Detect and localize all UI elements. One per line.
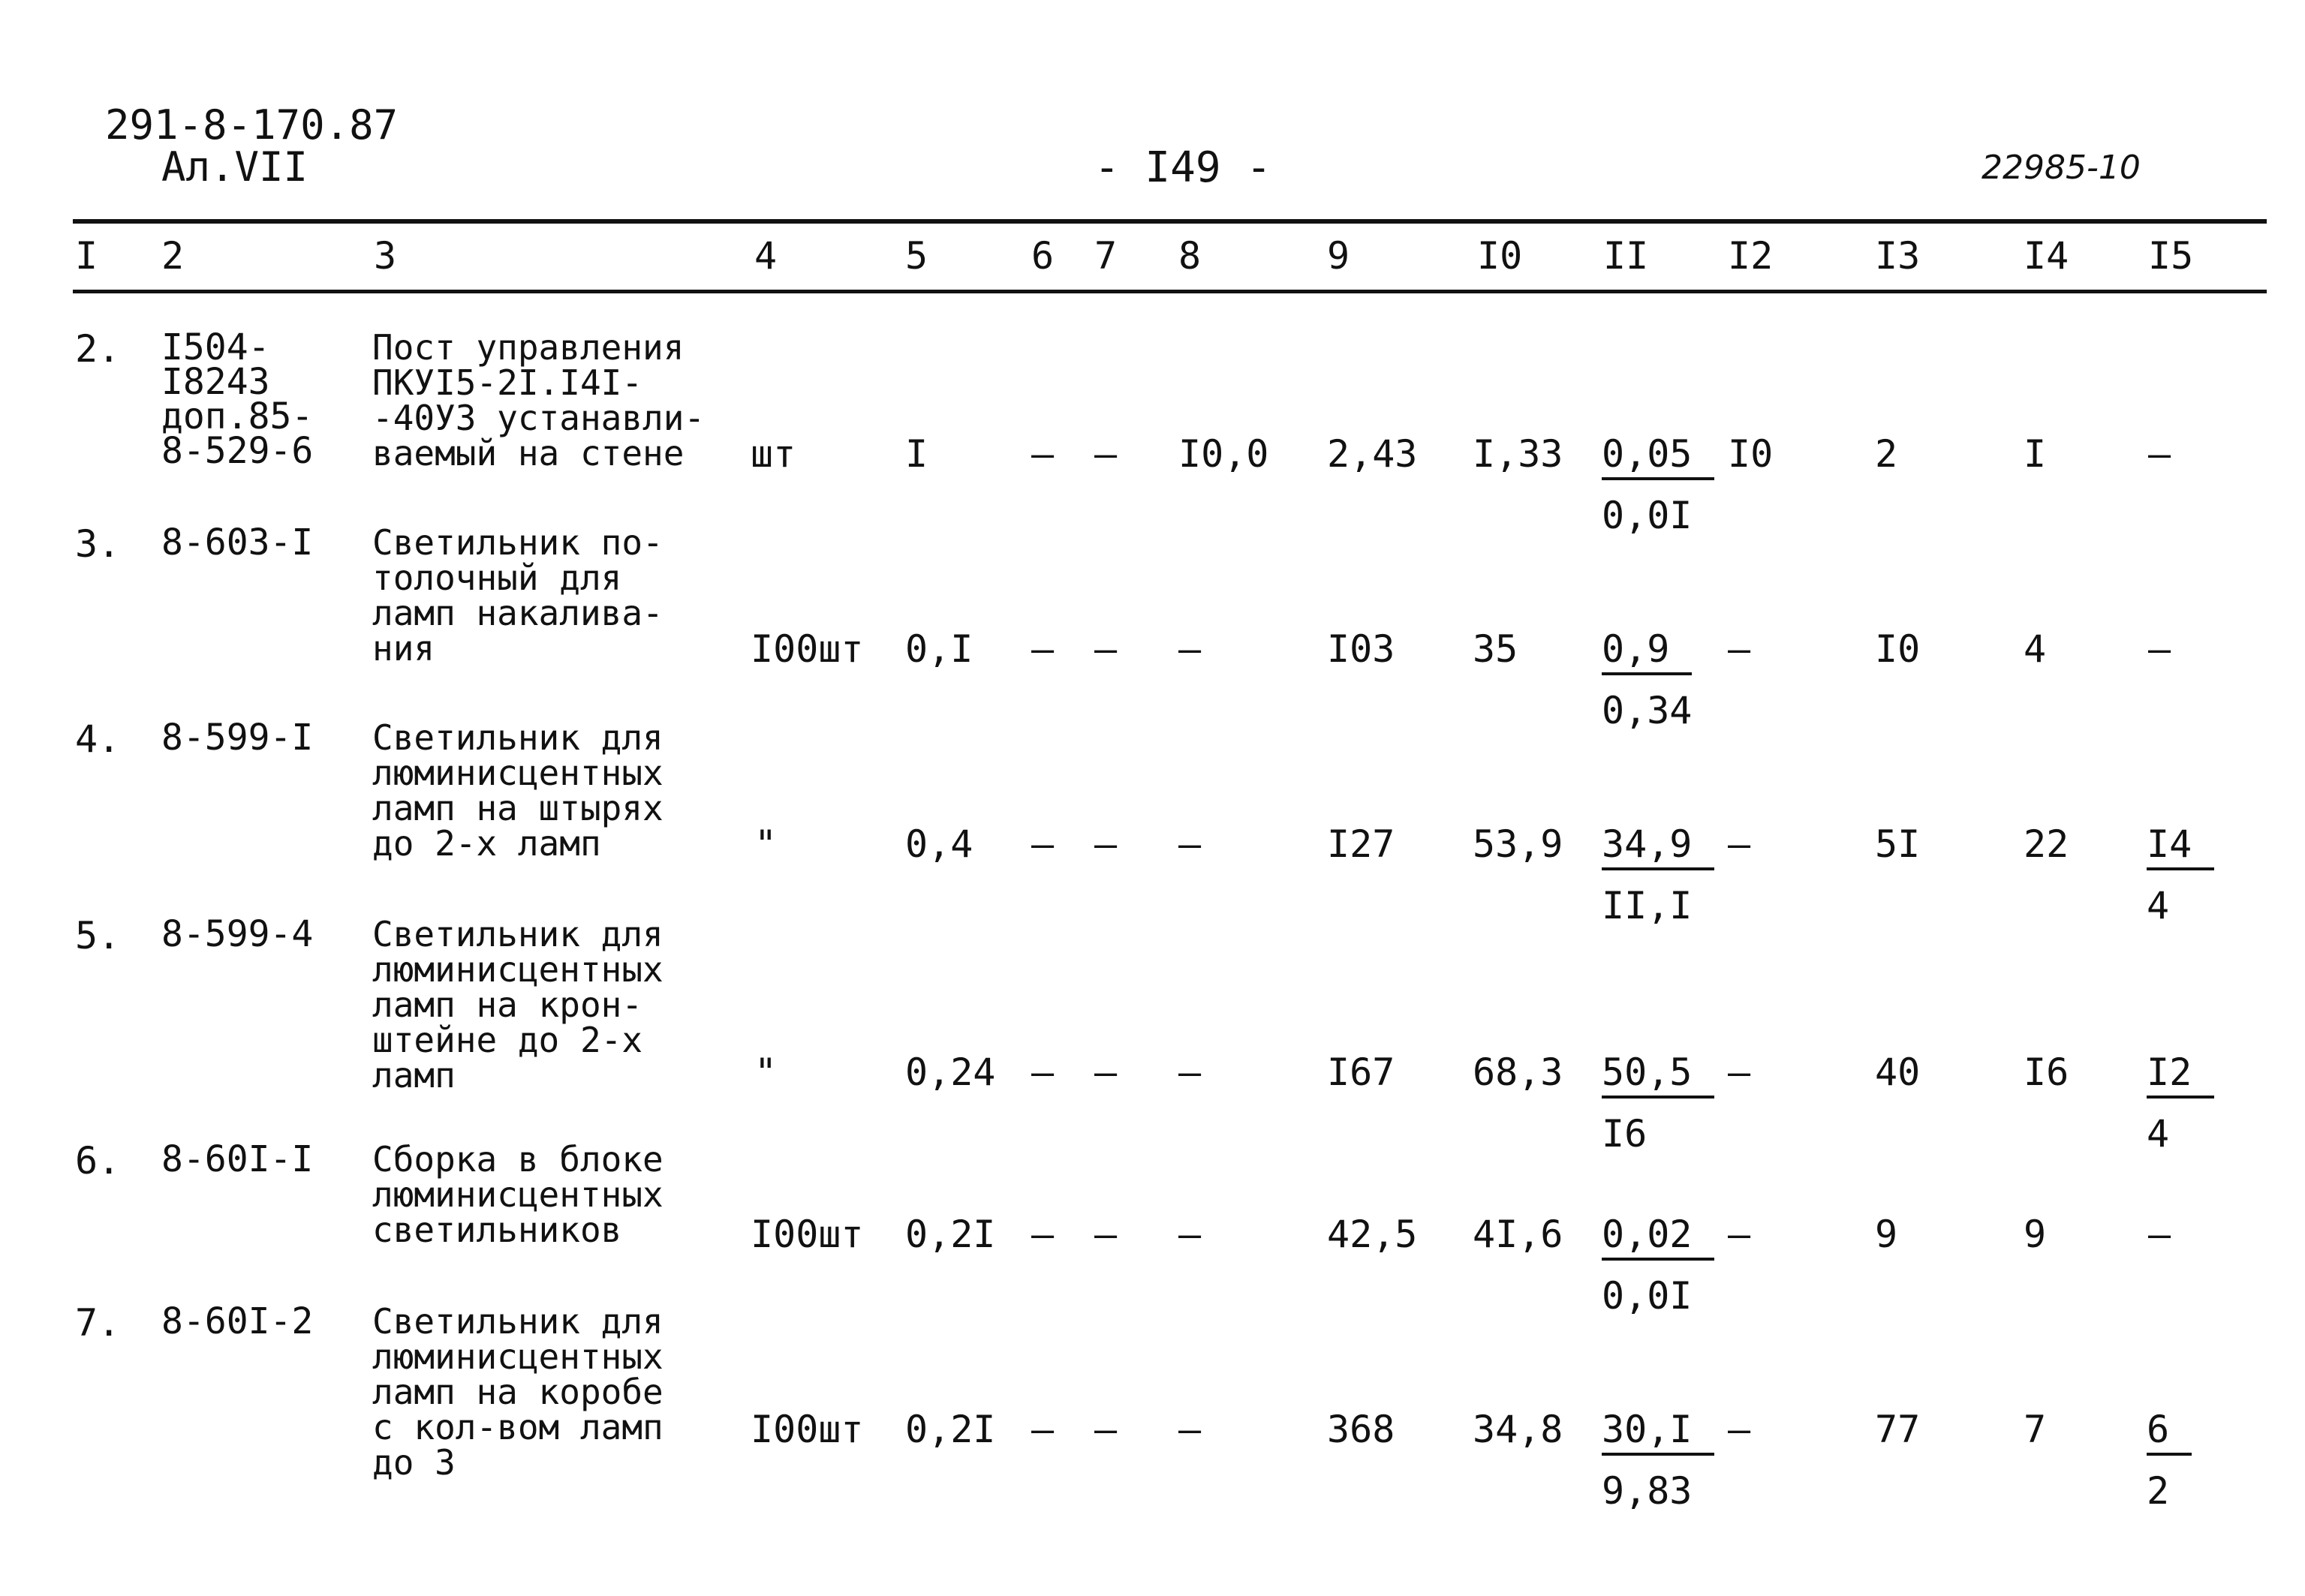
column-header: II [1603,234,1649,278]
work-description: Светильник для люминисцентных ламп на коробе с кол-вом ламп до 3 [372,1301,664,1483]
col10-value: 53,9 [1473,822,1563,866]
col11-fraction [1602,432,1714,537]
column-header: 8 [1178,234,1202,278]
col11-fraction [1602,1213,1714,1318]
work-description: Сборка в блоке люминисцентных светильников [372,1139,664,1250]
column-header: 3 [374,234,397,278]
page-number: - I49 - [1094,143,1272,192]
col12-value: – [1728,1213,1751,1256]
col14-value: 9 [2024,1213,2047,1256]
col7-value: – [1094,1050,1118,1094]
unit: шт [751,432,796,476]
col15-fraction [2147,1050,2214,1156]
col10-value: 34,8 [1473,1408,1563,1451]
document-code: 291-8-170.87 [105,101,399,149]
col14-value: I6 [2024,1050,2069,1094]
fraction-denominator: 2 [2147,1469,2170,1513]
column-header: I0 [1477,234,1523,278]
col6-value: – [1031,822,1055,866]
col13-value: 2 [1875,432,1898,476]
col7-value: – [1094,432,1118,476]
quantity: 0,I [905,627,973,671]
col13-value: 77 [1875,1408,1921,1451]
col14-value: 7 [2024,1408,2047,1451]
rate-code: 8-603-I [161,521,314,564]
col8-value: I0,0 [1178,432,1269,476]
col11-fraction [1602,822,1714,927]
row-number: 2. [75,327,121,371]
col6-value: – [1031,1213,1055,1256]
col13-value: 40 [1875,1050,1921,1094]
fraction-denominator: 4 [2147,884,2170,927]
unit: " [754,1050,778,1094]
quantity: 0,4 [905,822,973,866]
unit: I00шт [751,627,864,671]
col14-value: 4 [2024,627,2047,671]
fraction-denominator: 0,34 [1602,689,1693,732]
col13-value: 5I [1875,822,1921,866]
col7-value: – [1094,822,1118,866]
col9-value: 2,43 [1327,432,1418,476]
album-number: Ал.VII [161,143,308,191]
column-header: I2 [1728,234,1774,278]
table-header-rule [73,290,2267,293]
quantity: 0,24 [905,1050,996,1094]
fraction-numerator: 30,I [1602,1411,1714,1456]
column-header: 4 [754,234,778,278]
col12-value: – [1728,1050,1751,1094]
col15-value: – [2148,432,2171,476]
work-description: Светильник для люминисцентных ламп на крон- штейне до 2-х ламп [372,914,664,1096]
column-header: I [75,234,98,278]
row-number: 3. [75,522,121,566]
work-description: Светильник по- толочный для ламп накалива- ния [372,522,664,669]
col15-fraction [2147,822,2214,927]
fraction-denominator: 0,0I [1602,1274,1693,1318]
col6-value: – [1031,432,1055,476]
quantity: I [905,432,928,476]
row-number: 7. [75,1301,121,1345]
unit: I00шт [751,1213,864,1256]
col9-value: I03 [1327,627,1395,671]
col11-fraction [1602,1408,1714,1513]
column-header: I5 [2148,234,2194,278]
col7-value: – [1094,627,1118,671]
col13-value: I0 [1875,627,1921,671]
col8-value: – [1178,1050,1202,1094]
column-header: 6 [1031,234,1055,278]
unit: I00шт [751,1408,864,1451]
column-header: I4 [2024,234,2069,278]
col12-value: – [1728,822,1751,866]
fraction-denominator: I6 [1602,1112,1648,1156]
col14-value: I [2024,432,2047,476]
col15-fraction [2147,1408,2192,1513]
fraction-numerator: 50,5 [1602,1053,1714,1099]
col8-value: – [1178,822,1202,866]
fraction-numerator: 0,02 [1602,1216,1714,1261]
col9-value: 368 [1327,1408,1395,1451]
fraction-numerator: 6 [2147,1411,2192,1456]
col9-value: I67 [1327,1050,1395,1094]
column-header: 5 [905,234,928,278]
col15-value: – [2148,627,2171,671]
work-description: Светильник для люминисцентных ламп на штырях до 2-х ламп [372,717,664,864]
column-header: 2 [161,234,185,278]
rate-code: I504- I8243 доп.85- 8-529-6 [161,326,314,472]
col8-value: – [1178,1213,1202,1256]
row-number: 5. [75,914,121,957]
fraction-numerator: 0,9 [1602,630,1692,675]
fraction-numerator: I4 [2147,825,2214,870]
col7-value: – [1094,1408,1118,1451]
fraction-denominator: 9,83 [1602,1469,1693,1513]
col6-value: – [1031,627,1055,671]
col12-value: – [1728,627,1751,671]
archive-stamp: 22985-10 [1982,149,2141,187]
rate-code: 8-599-I [161,717,314,759]
fraction-numerator: 34,9 [1602,825,1714,870]
col10-value: I,33 [1473,432,1563,476]
col9-value: 42,5 [1327,1213,1418,1256]
rate-code: 8-60I-2 [161,1300,314,1342]
work-description: Пост управления ПКУI5-2I.I4I- -40У3 устанавли- ваемый на стене [372,327,706,473]
col9-value: I27 [1327,822,1395,866]
fraction-denominator: 4 [2147,1112,2170,1156]
column-header: I3 [1875,234,1921,278]
col6-value: – [1031,1050,1055,1094]
fraction-denominator: 0,0I [1602,494,1693,537]
fraction-denominator: II,I [1602,884,1693,927]
rate-code: 8-60I-I [161,1138,314,1180]
row-number: 6. [75,1139,121,1183]
table-top-rule [73,219,2267,224]
col8-value: – [1178,1408,1202,1451]
col6-value: – [1031,1408,1055,1451]
rate-code: 8-599-4 [161,913,314,955]
col7-value: – [1094,1213,1118,1256]
col10-value: 4I,6 [1473,1213,1563,1256]
col11-fraction [1602,627,1693,732]
col8-value: – [1178,627,1202,671]
col11-fraction [1602,1050,1714,1156]
quantity: 0,2I [905,1213,996,1256]
row-number: 4. [75,717,121,761]
col15-value: – [2148,1213,2171,1256]
col10-value: 35 [1473,627,1518,671]
fraction-numerator: 0,05 [1602,435,1714,480]
col10-value: 68,3 [1473,1050,1563,1094]
unit: " [754,822,778,866]
col13-value: 9 [1875,1213,1898,1256]
quantity: 0,2I [905,1408,996,1451]
column-header: 7 [1094,234,1118,278]
fraction-numerator: I2 [2147,1053,2214,1099]
col12-value: – [1728,1408,1751,1451]
column-header: 9 [1327,234,1350,278]
col12-value: I0 [1728,432,1774,476]
col14-value: 22 [2024,822,2069,866]
